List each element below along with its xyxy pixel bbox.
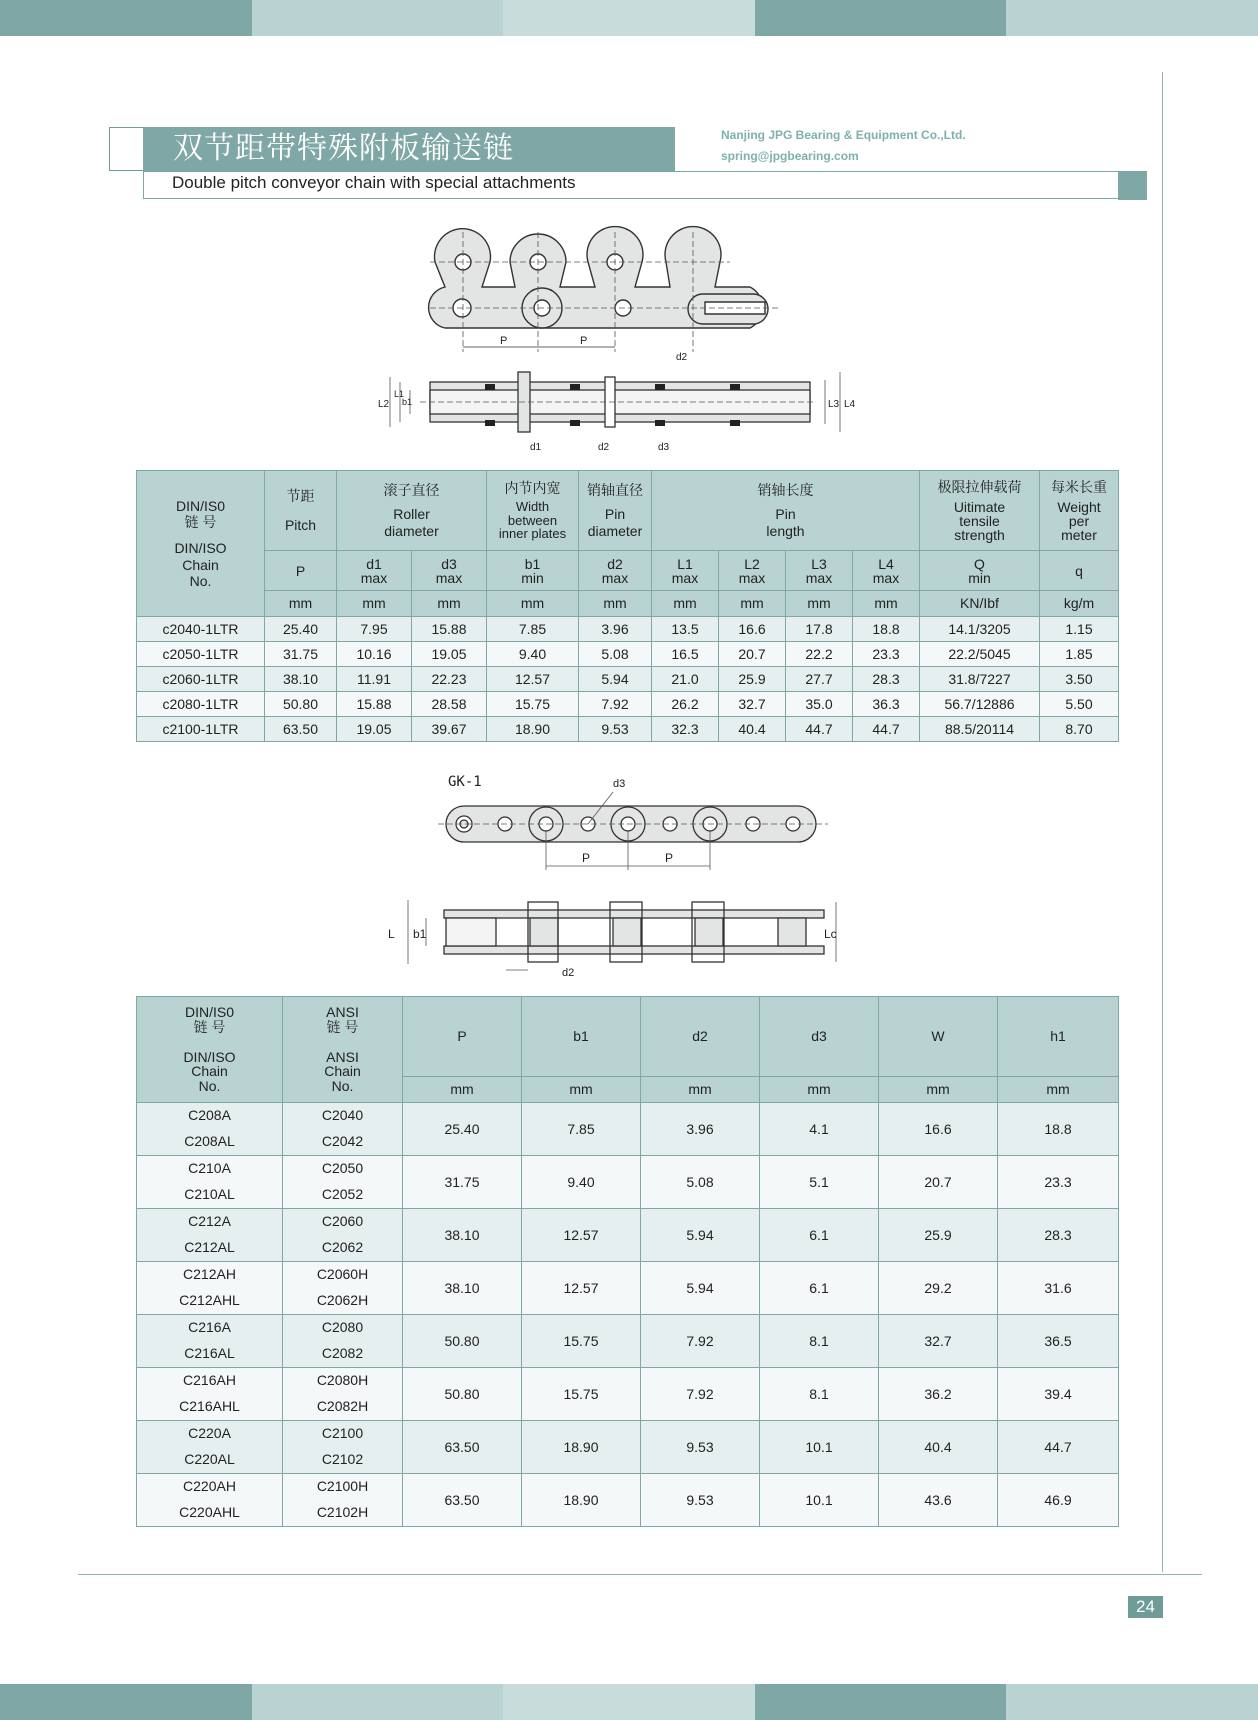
- t2-ansi-cell: C2100H C2102H: [283, 1474, 403, 1527]
- t2-ansi-cell: C2100 C2102: [283, 1421, 403, 1474]
- t1-cell: 28.3: [853, 667, 920, 692]
- t1-unit-2: mm: [412, 591, 487, 617]
- t2-cell: 29.2: [879, 1262, 998, 1315]
- t2-cell: 39.4: [998, 1368, 1119, 1421]
- t1-header-weight-en: Weight per meter: [1057, 498, 1101, 543]
- t1-cell: 23.3: [853, 642, 920, 667]
- t1-cell: 18.8: [853, 617, 920, 642]
- t2-din-cell: C212AH C212AHL: [137, 1262, 283, 1315]
- table-row: [137, 642, 1119, 667]
- t1-header-pinlen-cn: 销轴长度: [757, 482, 814, 499]
- t2-cell: 23.3: [998, 1156, 1119, 1209]
- table-row: [137, 1156, 1119, 1209]
- t1-cell: 16.5: [652, 642, 719, 667]
- t2-header-0: P: [403, 997, 522, 1077]
- t1-header-width-en: Width between inner plates: [498, 499, 567, 542]
- title-accent-block: [1118, 171, 1147, 200]
- page-number: 24: [1128, 1596, 1163, 1618]
- t2-header-5: h1: [998, 997, 1119, 1077]
- t2-din-cell: C208A C208AL: [137, 1103, 283, 1156]
- table-row: [137, 617, 1119, 642]
- chain-diagram-2: [388, 770, 858, 980]
- t2-cell: 31.75: [403, 1156, 522, 1209]
- t2-unit-3: mm: [760, 1077, 879, 1103]
- fig2-label-p2: P: [665, 851, 674, 865]
- t1-cell: 44.7: [786, 717, 853, 742]
- t2-unit-0: mm: [403, 1077, 522, 1103]
- t1-cell: 40.4: [719, 717, 786, 742]
- fig1-label-l3: L3: [828, 399, 840, 410]
- fig2-label-gk: GK-1: [448, 774, 482, 790]
- table-double-pitch-specs: [136, 470, 1119, 742]
- t2-unit-5: mm: [998, 1077, 1119, 1103]
- t1-unit-4: mm: [579, 591, 652, 617]
- t1-unit-3: mm: [487, 591, 579, 617]
- t1-cell: 9.40: [487, 642, 579, 667]
- t1-symbol-8: L4 max: [853, 551, 920, 591]
- t1-cell: 22.2: [786, 642, 853, 667]
- t1-header-width-cn: 内节内宽: [504, 479, 561, 496]
- table-row: [137, 1474, 1119, 1527]
- t1-unit-7: mm: [786, 591, 853, 617]
- t1-header-pitch: [265, 471, 337, 551]
- t1-cell: 9.53: [579, 717, 652, 742]
- t1-cell: 17.8: [786, 617, 853, 642]
- t2-cell: 15.75: [522, 1315, 641, 1368]
- t1-header-pindia-cn: 销轴直径: [587, 482, 643, 499]
- t1-cell: 8.70: [1040, 717, 1119, 742]
- t1-cell: 5.94: [579, 667, 652, 692]
- fig1-label-d3: d3: [658, 442, 670, 453]
- t2-header-2: d2: [641, 997, 760, 1077]
- t1-cell: 25.40: [265, 617, 337, 642]
- t2-cell: 7.85: [522, 1103, 641, 1156]
- page-title-en: Double pitch conveyor chain with special attachments: [172, 173, 576, 192]
- t2-unit-4: mm: [879, 1077, 998, 1103]
- t2-cell: 16.6: [879, 1103, 998, 1156]
- company-email: spring@jpgbearing.com: [721, 149, 859, 163]
- fig1-label-p2: P: [580, 335, 588, 347]
- t1-cell: 21.0: [652, 667, 719, 692]
- t2-cell: 38.10: [403, 1262, 522, 1315]
- top-color-band: [0, 0, 1258, 36]
- t1-header-pitch-en: Pitch: [284, 516, 317, 533]
- t1-cell: 25.9: [719, 667, 786, 692]
- t2-cell: 12.57: [522, 1262, 641, 1315]
- fig1-label-p1: P: [500, 335, 508, 347]
- t2-cell: 6.1: [760, 1209, 879, 1262]
- fig2-label-p1: P: [582, 851, 591, 865]
- t2-cell: 5.1: [760, 1156, 879, 1209]
- table-row: [137, 1315, 1119, 1368]
- t1-symbol-6: L2 max: [719, 551, 786, 591]
- t1-unit-1: mm: [337, 591, 412, 617]
- t2-cell: 5.94: [641, 1262, 760, 1315]
- t2-din-cell: C220AH C220AHL: [137, 1474, 283, 1527]
- t1-cell: c2100-1LTR: [137, 717, 265, 742]
- t1-header-pindia: [579, 471, 652, 551]
- fig1-label-d1: d1: [530, 442, 542, 453]
- t1-header-roller-cn: 滚子直径: [383, 482, 440, 499]
- table-row: [137, 692, 1119, 717]
- t1-symbol-10: q: [1040, 551, 1119, 591]
- t1-cell: 32.7: [719, 692, 786, 717]
- t2-cell: 32.7: [879, 1315, 998, 1368]
- t1-cell: 32.3: [652, 717, 719, 742]
- t1-cell: 5.50: [1040, 692, 1119, 717]
- t2-cell: 38.10: [403, 1209, 522, 1262]
- t1-cell: 39.67: [412, 717, 487, 742]
- t2-cell: 25.40: [403, 1103, 522, 1156]
- t1-cell: 7.95: [337, 617, 412, 642]
- t2-ansi-cell: C2060H C2062H: [283, 1262, 403, 1315]
- t2-ansi-cell: C2040 C2042: [283, 1103, 403, 1156]
- t2-cell: 25.9: [879, 1209, 998, 1262]
- t1-header-weight: [1040, 471, 1119, 551]
- t1-cell: 36.3: [853, 692, 920, 717]
- t2-cell: 46.9: [998, 1474, 1119, 1527]
- t2-ansi-cell: C2080H C2082H: [283, 1368, 403, 1421]
- t1-symbol-2: d3 max: [412, 551, 487, 591]
- t2-cell: 40.4: [879, 1421, 998, 1474]
- t1-symbol-1: d1 max: [337, 551, 412, 591]
- t1-header-pindia-en: Pin diameter: [587, 506, 643, 539]
- t1-cell: 7.92: [579, 692, 652, 717]
- t1-symbol-7: L3 max: [786, 551, 853, 591]
- t2-ansi-cell: C2050 C2052: [283, 1156, 403, 1209]
- t2-cell: 10.1: [760, 1474, 879, 1527]
- t1-cell: 15.75: [487, 692, 579, 717]
- t2-cell: 15.75: [522, 1368, 641, 1421]
- t2-cell: 7.92: [641, 1368, 760, 1421]
- t1-cell: 35.0: [786, 692, 853, 717]
- t2-cell: 18.90: [522, 1421, 641, 1474]
- t2-header-1: b1: [522, 997, 641, 1077]
- t1-cell: 22.23: [412, 667, 487, 692]
- t1-header-chain-en: DIN/ISO Chain No.: [174, 540, 227, 589]
- t2-cell: 43.6: [879, 1474, 998, 1527]
- t1-symbol-0: P: [265, 551, 337, 591]
- t1-header-tensile-en: Uitimate tensile strength: [953, 498, 1006, 543]
- t2-din-cell: C216A C216AL: [137, 1315, 283, 1368]
- t1-unit-5: mm: [652, 591, 719, 617]
- t1-cell: 3.50: [1040, 667, 1119, 692]
- t2-header-3: d3: [760, 997, 879, 1077]
- t2-cell: 44.7: [998, 1421, 1119, 1474]
- t1-cell: 14.1/3205: [920, 617, 1040, 642]
- t1-cell: c2040-1LTR: [137, 617, 265, 642]
- table-row: [137, 1209, 1119, 1262]
- t2-cell: 3.96: [641, 1103, 760, 1156]
- t1-header-pinlen-en: Pin length: [766, 506, 805, 539]
- t2-unit-2: mm: [641, 1077, 760, 1103]
- t2-cell: 50.80: [403, 1315, 522, 1368]
- t1-cell: c2080-1LTR: [137, 692, 265, 717]
- t1-cell: 11.91: [337, 667, 412, 692]
- t1-cell: c2060-1LTR: [137, 667, 265, 692]
- t1-symbol-4: d2 max: [579, 551, 652, 591]
- t1-header-tensile: [920, 471, 1040, 551]
- page-title-cn: 双节距带特殊附板输送链: [143, 127, 675, 171]
- t2-cell: 7.92: [641, 1315, 760, 1368]
- t2-cell: 5.08: [641, 1156, 760, 1209]
- t1-cell: 31.75: [265, 642, 337, 667]
- t1-header-width: [487, 471, 579, 551]
- t1-cell: 1.15: [1040, 617, 1119, 642]
- t1-cell: 3.96: [579, 617, 652, 642]
- t1-cell: 88.5/20114: [920, 717, 1040, 742]
- bottom-color-band: [0, 1684, 1258, 1720]
- t2-cell: 9.40: [522, 1156, 641, 1209]
- footer-rule: [78, 1574, 1202, 1575]
- chain-diagram-1: [370, 222, 870, 462]
- t2-cell: 5.94: [641, 1209, 760, 1262]
- t1-cell: 16.6: [719, 617, 786, 642]
- fig2-label-d2: d2: [562, 967, 575, 979]
- t2-cell: 18.90: [522, 1474, 641, 1527]
- t1-cell: 28.58: [412, 692, 487, 717]
- table-row: [137, 1368, 1119, 1421]
- t1-cell: c2050-1LTR: [137, 642, 265, 667]
- company-name: Nanjing JPG Bearing & Equipment Co.,Ltd.: [721, 128, 966, 142]
- t2-cell: 50.80: [403, 1368, 522, 1421]
- t1-symbol-9: Q min: [920, 551, 1040, 591]
- t1-cell: 10.16: [337, 642, 412, 667]
- t2-cell: 8.1: [760, 1315, 879, 1368]
- t1-cell: 50.80: [265, 692, 337, 717]
- t1-header-roller-en: Roller diameter: [384, 506, 439, 539]
- right-margin-rule: [1162, 72, 1163, 1572]
- t1-cell: 38.10: [265, 667, 337, 692]
- t1-unit-10: kg/m: [1040, 591, 1119, 617]
- table-row: [137, 717, 1119, 742]
- t1-cell: 19.05: [412, 642, 487, 667]
- t1-header-roller: [337, 471, 487, 551]
- t1-header-chain-cn: DIN/IS0 链 号: [175, 498, 225, 531]
- t2-cell: 36.2: [879, 1368, 998, 1421]
- t1-cell: 15.88: [337, 692, 412, 717]
- fig2-label-l: L: [388, 927, 395, 941]
- table-row: [137, 1421, 1119, 1474]
- t1-unit-6: mm: [719, 591, 786, 617]
- fig1-label-b1: b1: [402, 397, 413, 407]
- fig1-label-l2: L2: [378, 399, 390, 410]
- table-ansi-chain-specs: [136, 996, 1119, 1527]
- fig2-label-d3: d3: [613, 778, 626, 790]
- t2-cell: 18.8: [998, 1103, 1119, 1156]
- table-row: [137, 1262, 1119, 1315]
- t1-cell: 63.50: [265, 717, 337, 742]
- t2-header-4: W: [879, 997, 998, 1077]
- t1-cell: 27.7: [786, 667, 853, 692]
- t2-cell: 9.53: [641, 1474, 760, 1527]
- t2-unit-1: mm: [522, 1077, 641, 1103]
- fig2-label-b1: b1: [413, 927, 427, 941]
- t2-cell: 63.50: [403, 1421, 522, 1474]
- t2-cell: 31.6: [998, 1262, 1119, 1315]
- t2-header-din: DIN/IS0 链 号 DIN/ISO Chain No.: [137, 997, 283, 1103]
- t2-cell: 20.7: [879, 1156, 998, 1209]
- t1-header-chain: [137, 471, 265, 617]
- t1-cell: 20.7: [719, 642, 786, 667]
- t1-cell: 13.5: [652, 617, 719, 642]
- t1-symbol-3: b1 min: [487, 551, 579, 591]
- t1-cell: 12.57: [487, 667, 579, 692]
- t1-cell: 18.90: [487, 717, 579, 742]
- t2-ansi-cell: C2080 C2082: [283, 1315, 403, 1368]
- t2-cell: 10.1: [760, 1421, 879, 1474]
- table-row: [137, 667, 1119, 692]
- fig1-label-l1: L1: [394, 389, 405, 399]
- t2-cell: 36.5: [998, 1315, 1119, 1368]
- t2-din-cell: C212A C212AL: [137, 1209, 283, 1262]
- t2-cell: 28.3: [998, 1209, 1119, 1262]
- t2-din-cell: C220A C220AL: [137, 1421, 283, 1474]
- t1-cell: 5.08: [579, 642, 652, 667]
- title-frame: [109, 127, 144, 171]
- t1-cell: 22.2/5045: [920, 642, 1040, 667]
- fig2-label-lc: Lc: [824, 927, 837, 941]
- t1-header-weight-cn: 每米长重: [1051, 479, 1107, 496]
- t1-header-tensile-cn: 极限拉伸载荷: [937, 479, 1022, 496]
- t1-header-pinlen: [652, 471, 920, 551]
- t1-cell: 26.2: [652, 692, 719, 717]
- t2-cell: 8.1: [760, 1368, 879, 1421]
- t2-ansi-cell: C2060 C2062: [283, 1209, 403, 1262]
- t1-cell: 44.7: [853, 717, 920, 742]
- t1-unit-9: KN/Ibf: [920, 591, 1040, 617]
- t1-cell: 1.85: [1040, 642, 1119, 667]
- t1-cell: 56.7/12886: [920, 692, 1040, 717]
- fig1-label-l4: L4: [844, 399, 856, 410]
- t2-cell: 63.50: [403, 1474, 522, 1527]
- t2-header-ansi: ANSI 链 号 ANSI Chain No.: [283, 997, 403, 1103]
- t2-cell: 6.1: [760, 1262, 879, 1315]
- table-row: [137, 1103, 1119, 1156]
- t2-cell: 9.53: [641, 1421, 760, 1474]
- t2-din-cell: C216AH C216AHL: [137, 1368, 283, 1421]
- t1-cell: 7.85: [487, 617, 579, 642]
- t1-cell: 19.05: [337, 717, 412, 742]
- t1-header-pitch-cn: 节距: [286, 488, 315, 505]
- t1-cell: 31.8/7227: [920, 667, 1040, 692]
- t1-cell: 15.88: [412, 617, 487, 642]
- t1-symbol-5: L1 max: [652, 551, 719, 591]
- t2-cell: 4.1: [760, 1103, 879, 1156]
- t2-cell: 12.57: [522, 1209, 641, 1262]
- fig1-label-d2: d2: [598, 442, 610, 453]
- fig1-label-d2-top: d2: [676, 352, 688, 363]
- t2-din-cell: C210A C210AL: [137, 1156, 283, 1209]
- t1-unit-0: mm: [265, 591, 337, 617]
- t1-unit-8: mm: [853, 591, 920, 617]
